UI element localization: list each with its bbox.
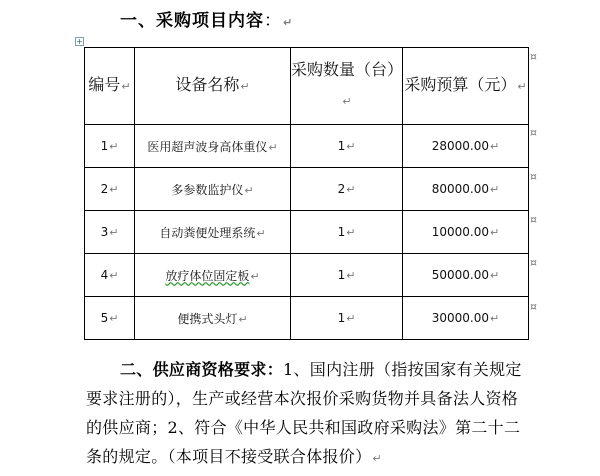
section-1-colon: ： [264, 11, 282, 31]
row-end-mark: ¤ [530, 213, 537, 226]
cell-name: 医用超声波身高体重仪↵ [135, 125, 291, 168]
table-row [85, 168, 529, 211]
table-row [85, 254, 529, 297]
header-cell: 设备名称↵ [135, 48, 291, 125]
cell-qty: 1↵ [291, 254, 403, 297]
row-end-mark: ¤ [530, 256, 537, 269]
table-move-handle-icon[interactable]: + [76, 37, 83, 46]
cell-name: 多参数监护仪↵ [135, 168, 291, 211]
paragraph-mark: ↵ [283, 16, 294, 29]
section-2-title: 二、供应商资格要求： [120, 360, 284, 379]
header-cell: 采购数量（台）↵ [291, 48, 403, 125]
cell-budget: 30000.00↵ [403, 297, 529, 340]
cell-no: 2↵ [85, 168, 135, 211]
cell-no: 3↵ [85, 211, 135, 254]
section-2-body: 1、国内注册（指按国家有关规定要求注册的），生产或经营本次报价采购货物并具备法人资格的供应商；2、符合《中华人民共和国政府采购法》第二十二条的规定。（本项目不接受联合体报价） [86, 360, 522, 466]
cell-name: 便携式头灯↵ [135, 297, 291, 340]
table-row [85, 125, 529, 168]
row-end-mark: ¤ [530, 50, 537, 63]
row-end-mark: ¤ [530, 170, 537, 183]
section-1-title: 一、采购项目内容 [120, 11, 264, 31]
spellcheck-underlined-text: 放疗体位固定板 [165, 268, 250, 283]
section-2-paragraph [86, 355, 532, 473]
cell-name: 自动粪便处理系统↵ [135, 211, 291, 254]
header-cell: 编号↵ [85, 48, 135, 125]
cell-no: 4↵ [85, 254, 135, 297]
cell-qty: 2↵ [291, 168, 403, 211]
header-cell: 采购预算（元）↵ [403, 48, 529, 125]
cell-budget: 28000.00↵ [403, 125, 529, 168]
cell-no: 5↵ [85, 297, 135, 340]
cell-qty: 1↵ [291, 297, 403, 340]
table-header-row [85, 48, 529, 125]
cell-name: 放疗体位固定板↵ [135, 254, 291, 297]
paragraph-mark: ↵ [372, 452, 382, 465]
cell-qty: 1↵ [291, 211, 403, 254]
row-end-mark: ¤ [530, 126, 537, 139]
cell-budget: 80000.00↵ [403, 168, 529, 211]
cell-budget: 10000.00↵ [403, 211, 529, 254]
cell-qty: 1↵ [291, 125, 403, 168]
cell-no: 1↵ [85, 125, 135, 168]
cell-budget: 50000.00↵ [403, 254, 529, 297]
row-end-mark: ¤ [530, 300, 537, 313]
table-row [85, 211, 529, 254]
section-1-heading [120, 6, 293, 31]
procurement-table [84, 47, 529, 340]
table-row [85, 297, 529, 340]
